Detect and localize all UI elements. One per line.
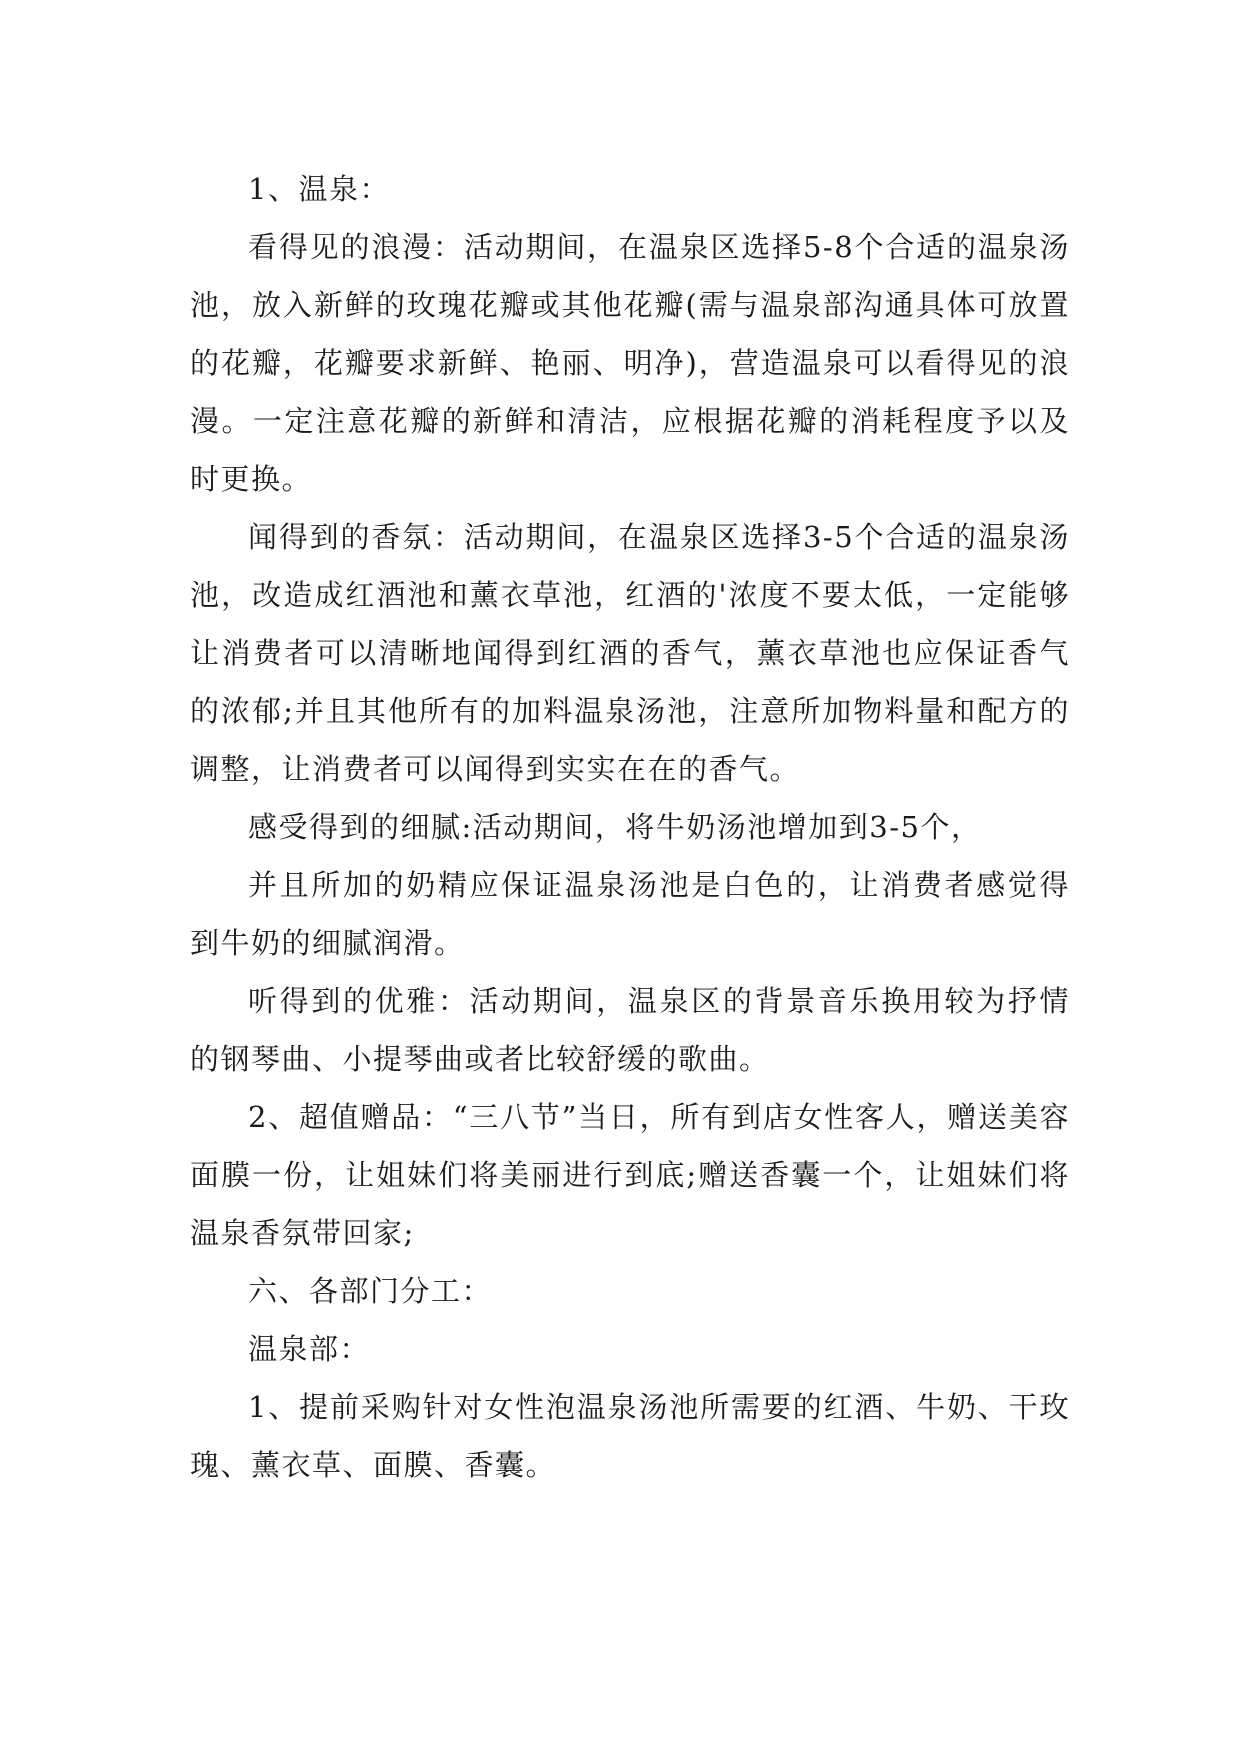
subheading-hot-spring-department: 温泉部： <box>248 1332 371 1366</box>
paragraph-fragrance: 闻得到的香氛：活动期间，在温泉区选择3-5个合适的温泉汤池，改造成红酒池和薰衣草池，红酒的'浓度不要太低，一定能够让消费者可以清晰地闻得到红酒的香气，薰衣草池也应保证香气的浓郁;并且其他所有的加料温泉汤池，注意所加物料量和配方的调整，让消费者可以闻得到实实在在的香气。 <box>190 520 1070 786</box>
paragraph-gifts: 2、超值赠品：“三八节”当日，所有到店女性客人，赠送美容面膜一份，让姐妹们将美丽进行到底;赠送香囊一个，让姐妹们将温泉香氛带回家; <box>190 1100 1070 1250</box>
paragraph-procurement: 1、提前采购针对女性泡温泉汤池所需要的红酒、牛奶、干玫瑰、薰衣草、面膜、香囊。 <box>190 1390 1070 1482</box>
paragraph-hot-spring-heading: 1、温泉： <box>248 172 390 206</box>
document-body <box>190 160 1070 1494</box>
paragraph-elegant-music: 听得到的优雅：活动期间，温泉区的背景音乐换用较为抒情的钢琴曲、小提琴曲或者比较舒缓的歌曲。 <box>190 984 1070 1076</box>
paragraph-visible-romance: 看得见的浪漫：活动期间，在温泉区选择5-8个合适的温泉汤池，放入新鲜的玫瑰花瓣或其他花瓣(需与温泉部沟通具体可放置的花瓣，花瓣要求新鲜、艳丽、明净)，营造温泉可以看得见的浪漫。一定注意花瓣的新鲜和清洁，应根据花瓣的消耗程度予以及时更换。 <box>190 230 1070 496</box>
section-heading-department-duties: 六、各部门分工： <box>248 1274 493 1308</box>
paragraph-milk-pool: 并且所加的奶精应保证温泉汤池是白色的，让消费者感觉得到牛奶的细腻润滑。 <box>190 868 1070 960</box>
paragraph-delicate-feeling: 感受得到的细腻:活动期间，将牛奶汤池增加到3-5个， <box>248 810 982 844</box>
